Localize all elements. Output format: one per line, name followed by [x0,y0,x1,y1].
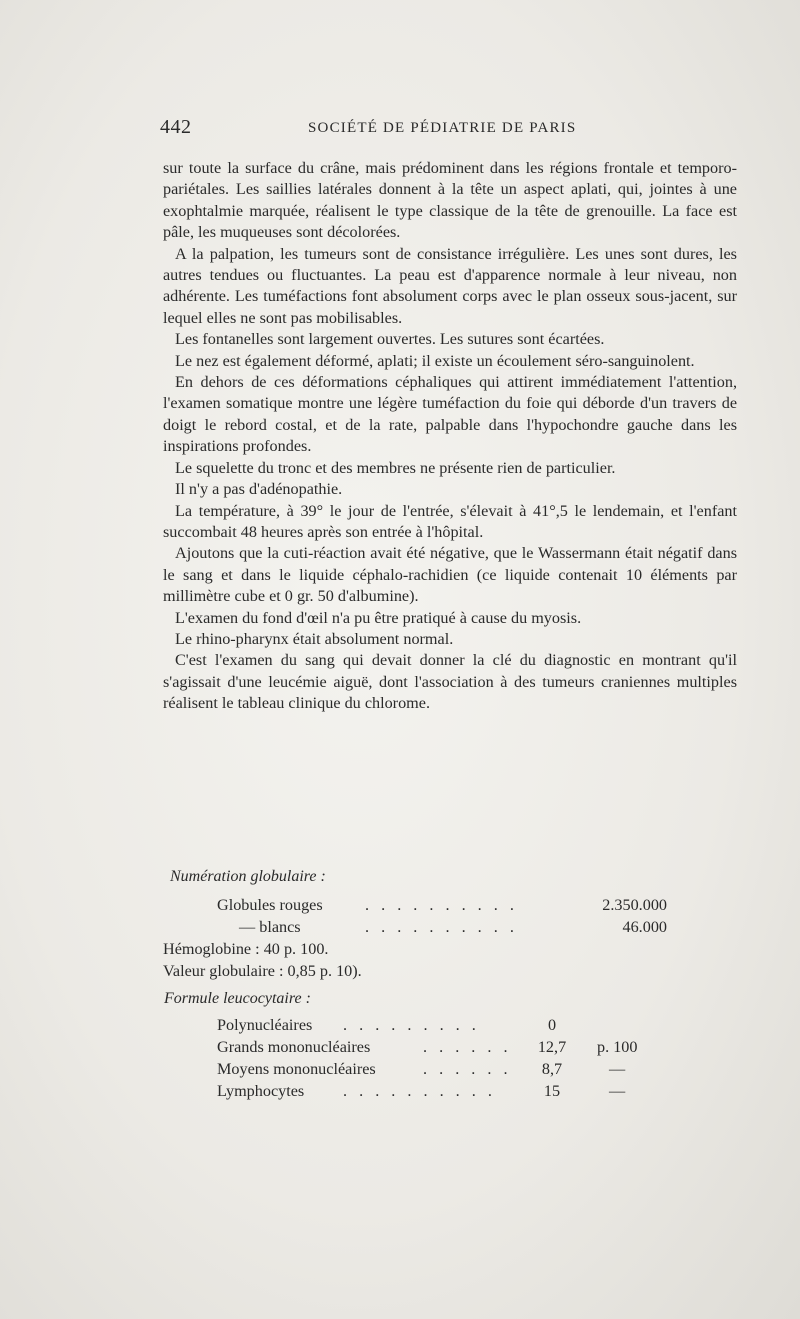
hemoglobin-line: Hémoglobine : 40 p. 100. [163,940,329,958]
paragraph: A la palpation, les tumeurs sont de consistance irrégulière. Les unes sont dures, les autres tendues ou fluctuantes. La peau est d'apparence normale à leur niveau, non adhérente. Les tuméfactions font absolument corps avec le plan osseux sous-jacent, sur lequel elles ne sont pas mobilisables. [163,244,737,327]
leader-dots: . . . . . . . . . . [365,918,518,936]
row-label: Lymphocytes [217,1082,305,1100]
row-label: Grands mononucléaires [217,1038,371,1056]
paragraph: C'est l'examen du sang qui devait donner la clé du diagnostic en montrant qu'il s'agissait d'une leucémie aiguë, dont l'association à des tumeurs craniennes multiples réalisent le tableau clinique du chlorome. [163,651,737,713]
leukocyte-row [217,1038,657,1060]
numeration-title: Numération globulaire : [170,868,326,885]
row-value: 0 [547,1016,557,1034]
paragraph: Il n'y a pas d'adénopathie. [175,480,343,499]
paragraph: Le squelette du tronc et des membres ne présente rien de particulier. [175,458,616,477]
paragraph: Le nez est également déformé, aplati; il existe un écoulement séro-sanguinolent. [175,351,695,370]
row-value: 12,7 [537,1038,567,1056]
row-label: — blancs [239,918,301,936]
blood-count-row [217,918,667,940]
paragraph: L'examen du fond d'œil n'a pu être pratiqué à cause du myosis. [175,608,582,627]
row-value: 2.350.000 [602,896,667,914]
leader-dots: . . . . . . . . . [343,1016,480,1034]
paragraph: Ajoutons que la cuti-réaction avait été négative, que le Wassermann était négatif dans le sang et dans le liquide céphalo-rachidien (ce liquide contenait 10 éléments par millimètre cube et 0 gr. 50 d'albumine). [163,544,737,606]
row-unit: — [609,1082,626,1100]
row-value: 46.000 [622,918,667,936]
body-text [163,158,737,715]
row-unit: p. 100 [597,1038,638,1056]
leader-dots: . . . . . . . . . . [343,1082,496,1100]
blood-count-row [217,896,667,918]
paragraph: La température, à 39° le jour de l'entrée, s'élevait à 41°,5 le lendemain, et l'enfant succombait 48 heures après son entrée à l'hôpital. [163,501,737,541]
leader-dots: . . . . . . [423,1038,512,1056]
leukocyte-row [217,1016,637,1038]
row-value: 15 [543,1082,561,1100]
running-title: SOCIÉTÉ DE PÉDIATRIE DE PARIS [308,120,577,136]
formule-title: Formule leucocytaire : [164,990,311,1007]
paragraph: En dehors de ces déformations céphaliques qui attirent immédiatement l'attention, l'examen somatique montre une légère tuméfaction du foie qui déborde d'un travers de doigt le rebord costal, et de la rate, palpable dans l'hypochondre gauche dans les inspirations profondes. [163,373,737,456]
paragraph: sur toute la surface du crâne, mais prédominent dans les régions frontale et temporo-pariétales. Les saillies latérales donnent à la tête un aspect aplati, qui, jointes à une exophtalmie marquée, réalisent le type classique de la tête de grenouille. La face est pâle, les muqueuses sont décolorées. [163,159,737,242]
leader-dots: . . . . . . [423,1060,512,1078]
row-unit: — [609,1060,626,1078]
paragraph: Les fontanelles sont largement ouvertes. Les sutures sont écartées. [175,330,605,349]
row-value: 8,7 [541,1060,563,1078]
page-number: 442 [160,116,192,138]
leukocyte-row [217,1082,657,1104]
leader-dots: . . . . . . . . . . [365,896,518,914]
paragraph: Le rhino-pharynx était absolument normal. [175,629,454,648]
row-label: Moyens mononucléaires [217,1060,376,1078]
row-label: Globules rouges [217,896,323,914]
globular-value-line: Valeur globulaire : 0,85 p. 10). [163,962,362,980]
leukocyte-row [217,1060,657,1082]
page-header [160,116,740,146]
row-label: Polynucléaires [217,1016,313,1034]
